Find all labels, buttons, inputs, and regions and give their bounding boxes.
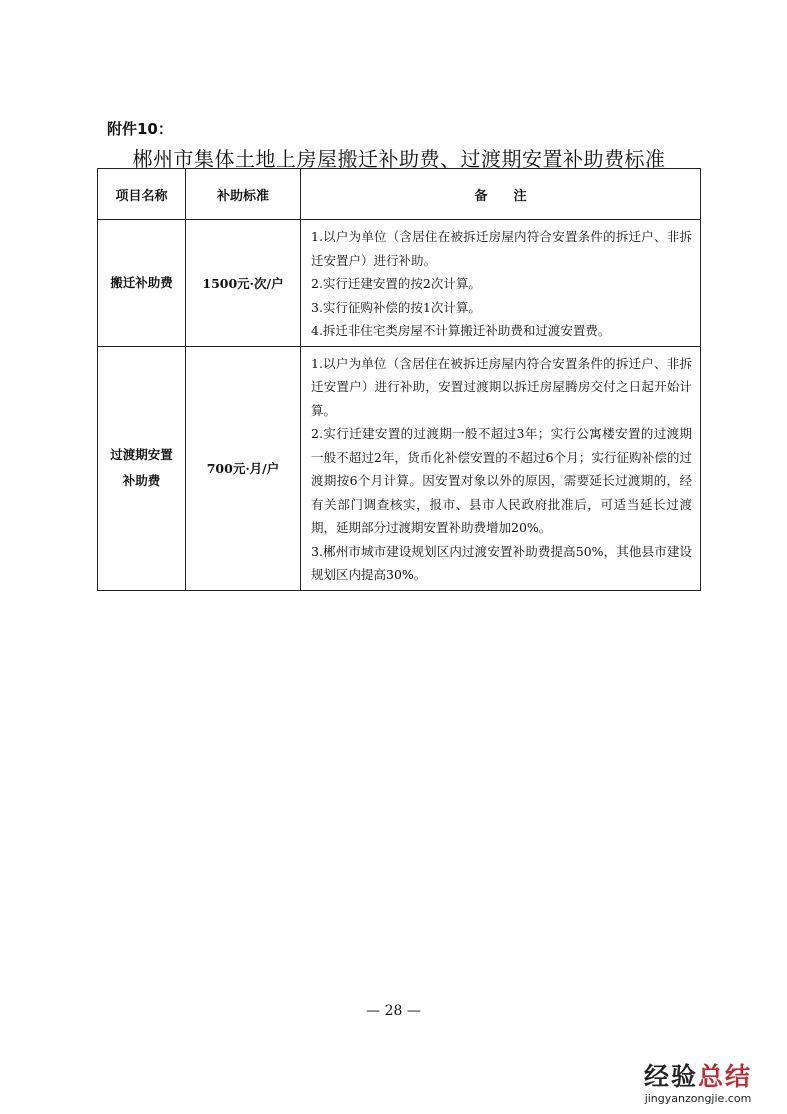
document-title: 郴州市集体土地上房屋搬迁补助费、过渡期安置补助费标准 [132, 147, 666, 171]
watermark-text [623, 1062, 773, 1092]
row-standard: 700元·月/户 [186, 346, 301, 590]
item-name-line: 补助费 [122, 473, 161, 488]
watermark-logo [623, 1062, 773, 1106]
table-header-row [98, 169, 701, 220]
compensation-standards-table [97, 168, 701, 591]
row-item-name [98, 220, 186, 347]
note-item: 1.以户为单位（含居住在被拆迁房屋内符合安置条件的拆迁户、非拆迁安置户）进行补助，安置过渡期以拆迁房屋腾房交付之日起开始计算。 [311, 355, 692, 418]
note-item: 3.实行征购补偿的按1次计算。 [311, 299, 481, 315]
item-name-line: 搬迁补助费 [110, 274, 173, 290]
table-row-relocation-subsidy [98, 220, 701, 347]
note-item: 1.以户为单位（含居住在被拆迁房屋内符合安置条件的拆迁户、非拆迁安置户）进行补助。 [311, 229, 692, 268]
header-item-name: 项目名称 [98, 169, 186, 220]
note-item: 2.实行迁建安置的过渡期一般不超过3年；实行公寓楼安置的过渡期一般不超过2年，货币化补偿安置的不超过6个月；实行征购补偿的过渡期按6个月计算。因安置对象以外的原因，需要延长过渡期的，经有关部门调查核实，报市、县市人民政府批准后，可适当延长过渡期，延期部分过渡期安置补助费增加20%。 [311, 426, 692, 535]
header-notes: 备 注 [301, 169, 701, 220]
page-number: — 28 — [366, 1003, 421, 1019]
row-notes [301, 220, 701, 347]
note-item: 2.实行迁建安置的按2次计算。 [311, 276, 481, 291]
attachment-label: 附件10： [107, 120, 173, 138]
item-name-line: 过渡期安置 [110, 447, 173, 462]
watermark-text-part-a: 经验 [643, 1062, 698, 1091]
note-item: 3.郴州市城市建设规划区内过渡安置补助费提高50%，其他县市建设规划区内提高30%。 [311, 543, 692, 582]
row-notes [301, 346, 701, 590]
table-row-transition-subsidy [98, 346, 701, 590]
watermark-url: jingyanzongjie.com [644, 1092, 752, 1105]
watermark-text-part-b: 总结 [698, 1062, 753, 1091]
row-standard: 1500元·次/户 [186, 220, 301, 347]
row-item-name [98, 346, 186, 590]
header-standard: 补助标准 [186, 169, 301, 220]
note-item: 4.拆迁非住宅类房屋不计算搬迁补助费和过渡安置费。 [311, 323, 611, 338]
